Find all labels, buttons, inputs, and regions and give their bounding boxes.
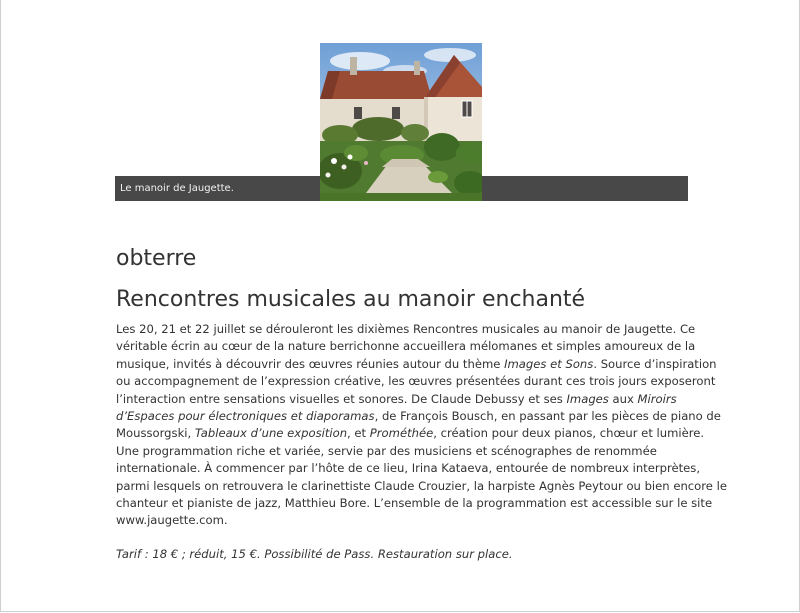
body-text-run: , création pour deux pianos, chœur et lumière. [433,426,705,441]
body-line: internationale. À commencer par l’hôte de ce lieu, Irina Kataeva, entourée de nombreux interprètes, [116,461,701,476]
cropped-header-remnant [118,0,346,2]
body-line [116,425,705,442]
photo-caption: Le manoir de Jaugette. [120,183,234,194]
body-line: Une programmation riche et variée, servie par des musiciens et scénographes de renommée [116,443,657,458]
manor-image [320,43,482,201]
work-title-espaces: d’Espaces pour électroniques et diaporamas [116,409,375,424]
body-text-run: musique, invités à découvrir des œuvres réunies autour du thème [116,356,505,371]
article-figure [115,43,688,201]
manor-photo[interactable] [320,43,482,201]
body-line: véritable écrin au cœur de la nature berrichonne accueillera mélomanes et simples amoureux de la [116,339,696,354]
work-title-miroirs: Miroirs [637,391,677,406]
body-text-run: l’interaction entre sensations visuelles et sonores. De Claude Debussy et ses [116,391,567,406]
body-text-run: . Source d’inspiration [593,356,717,371]
body-line: Les 20, 21 et 22 juillet se dérouleront les dixièmes Rencontres musicales au manoir de Jaugette. Ce [116,322,696,336]
body-text-run: Moussorgski, [116,426,195,441]
body-line: www.jaugette.com. [116,513,228,528]
body-line: chanteur et pianiste de jazz, Matthieu Bore. L’ensemble de la programmation est accessible sur le site [116,496,713,511]
theme-title: Images et Sons [504,356,594,371]
body-line: parmi lesquels on retrouvera le clarinettiste Claude Crouzier, la harpiste Agnès Peytour ou bien encore le [116,478,727,493]
body-line: ou accompagnement de l’expression créative, les œuvres présentées durant ces trois jours exposeront [116,374,716,389]
location-heading: obterre [116,246,197,271]
price-info: Tarif : 18 € ; réduit, 15 €. Possibilité de Pass. Restauration sur place. [116,547,513,561]
body-line [116,356,717,373]
work-title-promethee: Prométhée [369,426,434,441]
article-body [116,321,727,530]
work-title-images: Images [566,391,609,406]
body-text-run: , et [347,426,370,441]
body-line [116,391,696,408]
body-text-run: aux [608,391,638,406]
body-text-run: , de François Bousch, en passant par les pièces de piano de [374,409,721,424]
body-line [116,408,721,425]
article-title: Rencontres musicales au manoir enchanté [116,287,586,312]
work-title-tableaux: Tableaux d’une exposition [194,426,348,441]
